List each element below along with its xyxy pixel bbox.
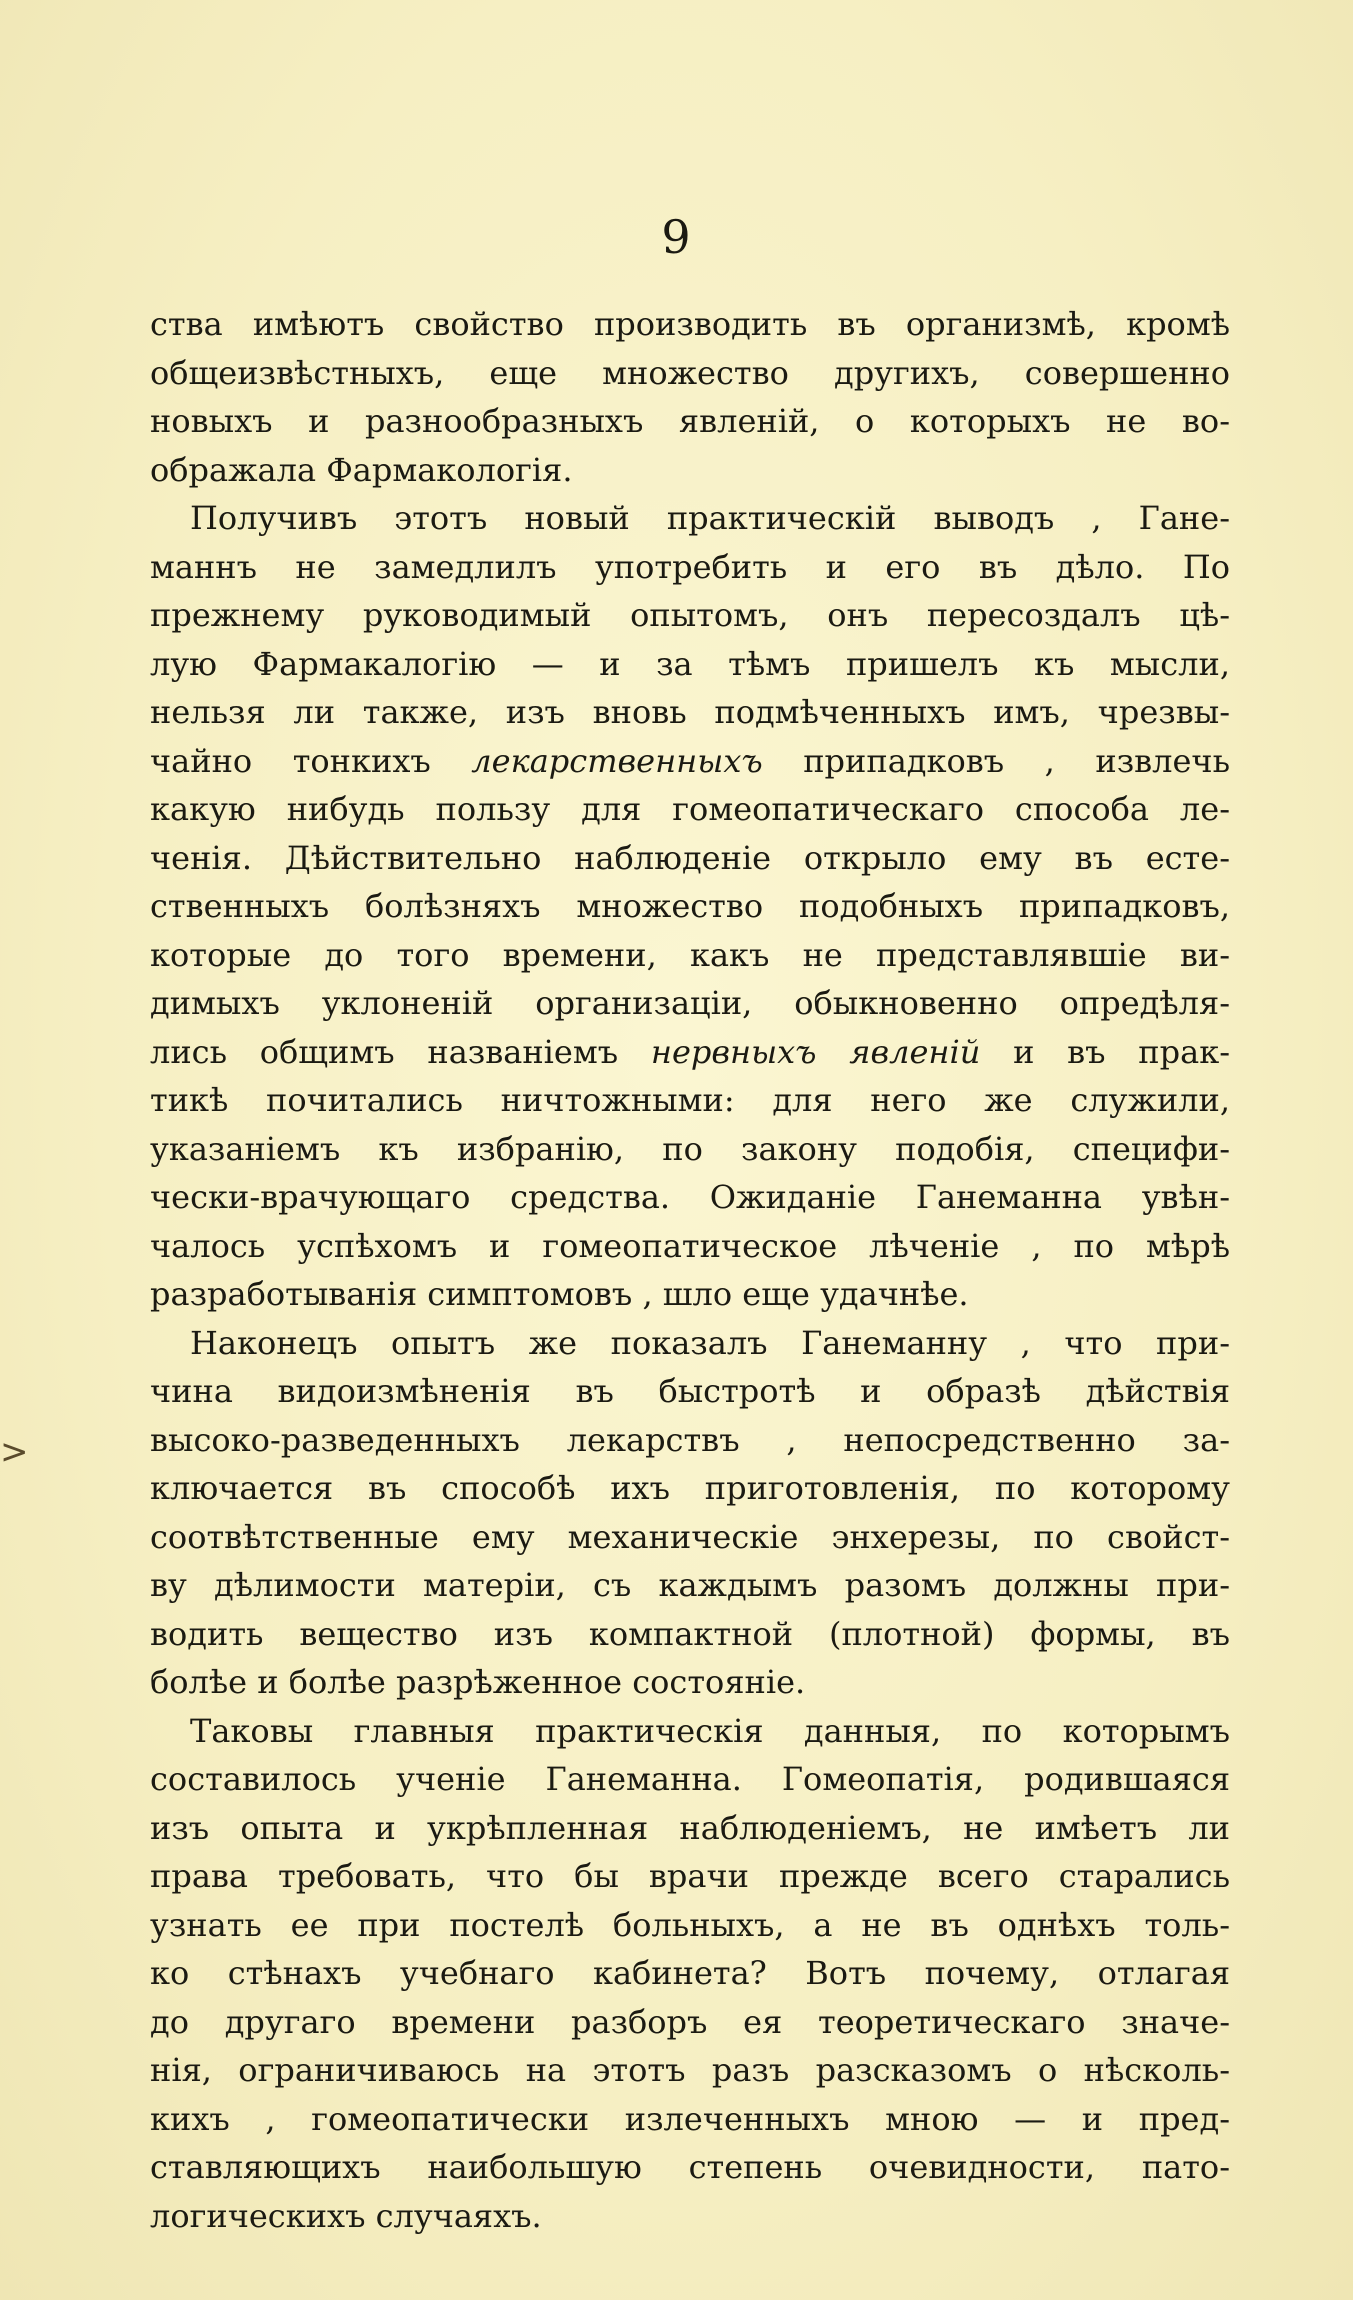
text-line: болѣе и болѣе разрѣженное состояніе. xyxy=(150,1663,806,1701)
text-line: нія, ограничиваюсь на этотъ разъ разсказомъ о нѣсколь- xyxy=(150,2051,1230,2089)
text-line: высоко-разведенныхъ лекарствъ , непосредственно за- xyxy=(150,1420,1230,1459)
italic-phrase: лекарственныхъ xyxy=(471,741,763,780)
text-line: ства имѣютъ свойство производить въ организмѣ, кромѣ xyxy=(150,305,1230,343)
margin-mark: > xyxy=(0,1432,29,1472)
text-line: составилось ученіе Ганеманна. Гомеопатія, родившаяся xyxy=(150,1760,1230,1798)
text-line: ставляющихъ наибольшую степень очевидности, пато- xyxy=(150,2148,1230,2186)
text-line: чески-врачующаго средства. Ожиданіе Ганеманна увѣн- xyxy=(150,1178,1230,1216)
text-line: Наконецъ опытъ же показалъ Ганеманну , что при- xyxy=(190,1323,1230,1362)
italic-phrase: нервныхъ явленій xyxy=(650,1032,981,1071)
text-line: изъ опыта и укрѣпленная наблюденіемъ, не имѣетъ ли xyxy=(150,1808,1230,1847)
text-line: ключается въ способѣ ихъ приготовленія, по которому xyxy=(150,1469,1230,1507)
text-line: чайно тонкихъ лекарственныхъ припадковъ , извлечь xyxy=(150,741,1231,780)
text-line: узнать ее при постелѣ больныхъ, а не въ однѣхъ толь- xyxy=(150,1905,1230,1944)
text-line: ственныхъ болѣзняхъ множество подобныхъ припадковъ, xyxy=(150,887,1230,925)
text-line: нельзя ли также, изъ вновь подмѣченныхъ имъ, чрезвы- xyxy=(150,693,1230,731)
text-line: разработыванія симптомовъ , шло еще удачнѣе. xyxy=(150,1275,969,1313)
paragraph xyxy=(150,1319,1230,1707)
page-number: 9 xyxy=(661,210,692,264)
text-line: маннъ не замедлилъ употребить и его въ дѣло. По xyxy=(150,547,1230,586)
paragraph xyxy=(150,300,1230,494)
text-line: прежнему руководимый опытомъ, онъ пересоздалъ цѣ- xyxy=(150,596,1230,634)
text-line: водить вещество изъ компактной (плотной) формы, въ xyxy=(150,1614,1230,1653)
text-line: права требовать, что бы врачи прежде всего старались xyxy=(150,1857,1230,1895)
text-line: какую нибудь пользу для гомеопатическаго способа ле- xyxy=(150,790,1230,828)
text-line: чина видоизмѣненія въ быстротѣ и образѣ дѣйствія xyxy=(150,1372,1230,1410)
text-line: ченія. Дѣйствительно наблюденіе открыло ему въ есте- xyxy=(150,838,1230,877)
text-line: ображала Фармакологія. xyxy=(150,450,573,489)
text-line: лись общимъ названіемъ нервныхъ явленій и въ прак- xyxy=(150,1032,1231,1071)
text-line: указаніемъ къ избранію, по закону подобія, специфи- xyxy=(150,1129,1230,1168)
paragraph xyxy=(150,1707,1230,2241)
text-line: которые до того времени, какъ не представлявшіе ви- xyxy=(150,935,1230,974)
body-text xyxy=(150,300,1230,2240)
text-line: новыхъ и разнообразныхъ явленій, о которыхъ не во- xyxy=(150,402,1230,440)
text-line: Таковы главныя практическія данныя, по которымъ xyxy=(190,1711,1230,1750)
text-line: ко стѣнахъ учебнаго кабинета? Вотъ почему, отлагая xyxy=(150,1954,1230,1992)
text-line: кихъ , гомеопатически излеченныхъ мною — и пред- xyxy=(150,2099,1230,2138)
text-line: лую Фармакалогію — и за тѣмъ пришелъ къ мысли, xyxy=(150,644,1230,683)
text-line: до другаго времени разборъ ея теоретическаго значе- xyxy=(150,2002,1230,2041)
text-line: Получивъ этотъ новый практическій выводъ , Гане- xyxy=(190,499,1230,537)
text-line: чалось успѣхомъ и гомеопатическое лѣченіе , по мѣрѣ xyxy=(150,1226,1230,1265)
text-line: общеизвѣстныхъ, еще множество другихъ, совершенно xyxy=(150,353,1230,392)
paragraph xyxy=(150,494,1230,1319)
text-line: логическихъ случаяхъ. xyxy=(150,2196,542,2235)
text-line: ву дѣлимости матеріи, съ каждымъ разомъ должны при- xyxy=(150,1566,1230,1604)
text-line: соотвѣтственные ему механическіе энхерезы, по свойст- xyxy=(150,1517,1230,1556)
text-line: тикѣ почитались ничтожными: для него же служили, xyxy=(150,1081,1230,1119)
text-line: димыхъ уклоненій организаціи, обыкновенно опредѣля- xyxy=(150,984,1230,1022)
